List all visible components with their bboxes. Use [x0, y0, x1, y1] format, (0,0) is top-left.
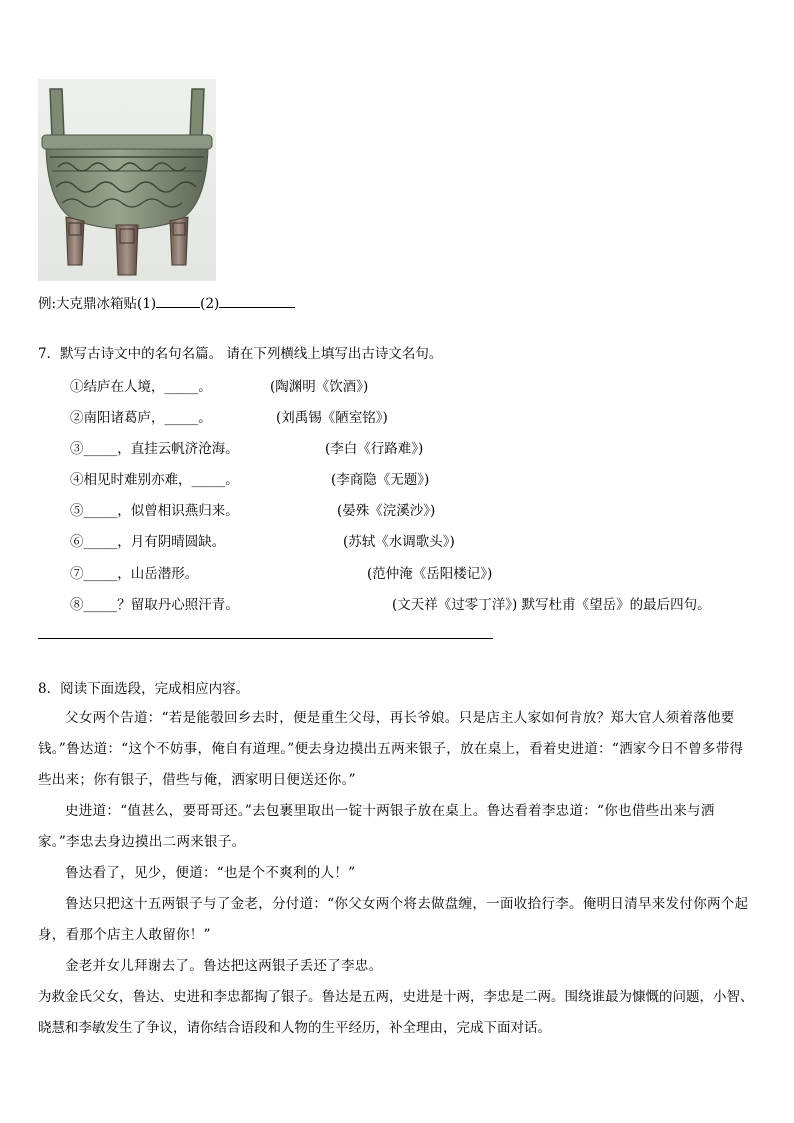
- poem-line-3: ③_____，直挂云帆济沧海。: [70, 441, 239, 457]
- poem-source-1: (陶渊明《饮酒》): [270, 379, 369, 395]
- answer-blank-2[interactable]: [219, 293, 295, 308]
- passage-paragraph-5: 金老并女儿拜谢去了。鲁达把这两银子丢还了李忠。: [65, 958, 383, 974]
- poem-source-3: (李白《行路难》): [325, 441, 424, 457]
- answer-line[interactable]: [38, 638, 493, 639]
- image-caption: [38, 292, 295, 312]
- passage-paragraph-2: 史进道：“值甚么，要哥哥还。”去包裹里取出一锭十两银子放在桌上。鲁达看着李忠道：“你也借些出来与洒家。”李忠去身边摸出二两来银子。: [38, 803, 715, 850]
- passage-paragraph-1: 父女两个告道：“若是能彀回乡去时，便是重生父母，再长爷娘。只是店主人家如何肯放？郑大官人须着落他要钱。”鲁达道：“这个不妨事，俺自有道理。”便去身边摸出五两来银子，放在桌上，看着史进道：“洒家今日不曾多带得些出来；你有银子，借些与俺，洒家明日便送还你。”: [38, 710, 744, 788]
- poem-line-4: ④相见时难别亦难，_____。: [70, 472, 239, 488]
- poem-source-2: (刘禹锡《陋室铭》): [276, 410, 388, 426]
- caption-mid: (2): [200, 296, 220, 312]
- poem-line-5: ⑤_____，似曾相识燕归来。: [70, 503, 239, 519]
- question-8-title: 8．阅读下面选段，完成相应内容。: [38, 681, 250, 697]
- poem-line-6: ⑥_____，月有阴晴圆缺。: [70, 534, 226, 550]
- poem-source-5: (晏殊《浣溪沙》): [337, 503, 436, 519]
- ding-illustration: [38, 79, 216, 281]
- poem-source-7: (范仲淹《岳阳楼记》): [367, 566, 493, 582]
- poem-source-6: (苏轼《水调歌头》): [343, 534, 455, 550]
- poem-line-8: ⑧_____？留取丹心照汗青。: [70, 597, 239, 613]
- poem-source-4: (李商隐《无题》): [331, 472, 430, 488]
- poem-line-2: ②南阳诸葛庐，_____。: [70, 410, 212, 426]
- poem-line-7: ⑦_____，山岳潜形。: [70, 566, 199, 582]
- passage-paragraph-3: 鲁达看了，见少，便道：“也是个不爽利的人！”: [65, 865, 356, 881]
- caption-prefix: 例:大克鼎冰箱贴(1): [38, 296, 157, 312]
- poem-source-8: (文天祥《过零丁洋》) 默写杜甫《望岳》的最后四句。: [392, 597, 711, 613]
- passage-paragraph-4: 鲁达只把这十五两银子与了金老，分付道：“你父女两个将去做盘缠，一面收拾行李。俺明日清早来发付你两个起身，看那个店主人敢留你！”: [38, 896, 749, 943]
- question-7-title: 7．默写古诗文中的名句名篇。 请在下列横线上填写出古诗文名句。: [38, 346, 443, 362]
- question-8-prompt: 为救金氏父女，鲁达、史进和李忠都掏了银子。鲁达是五两，史进是十两，李忠是二两。围绕谁最为慷慨的问题，小智、晓慧和李敏发生了争议，请你结合语段和人物的生平经历，补全理由，完成下面对话。: [38, 989, 754, 1036]
- poem-line-1: ①结庐在人境，_____。: [70, 379, 212, 395]
- answer-blank-1[interactable]: [156, 293, 200, 308]
- bronze-ding-image: [38, 79, 216, 281]
